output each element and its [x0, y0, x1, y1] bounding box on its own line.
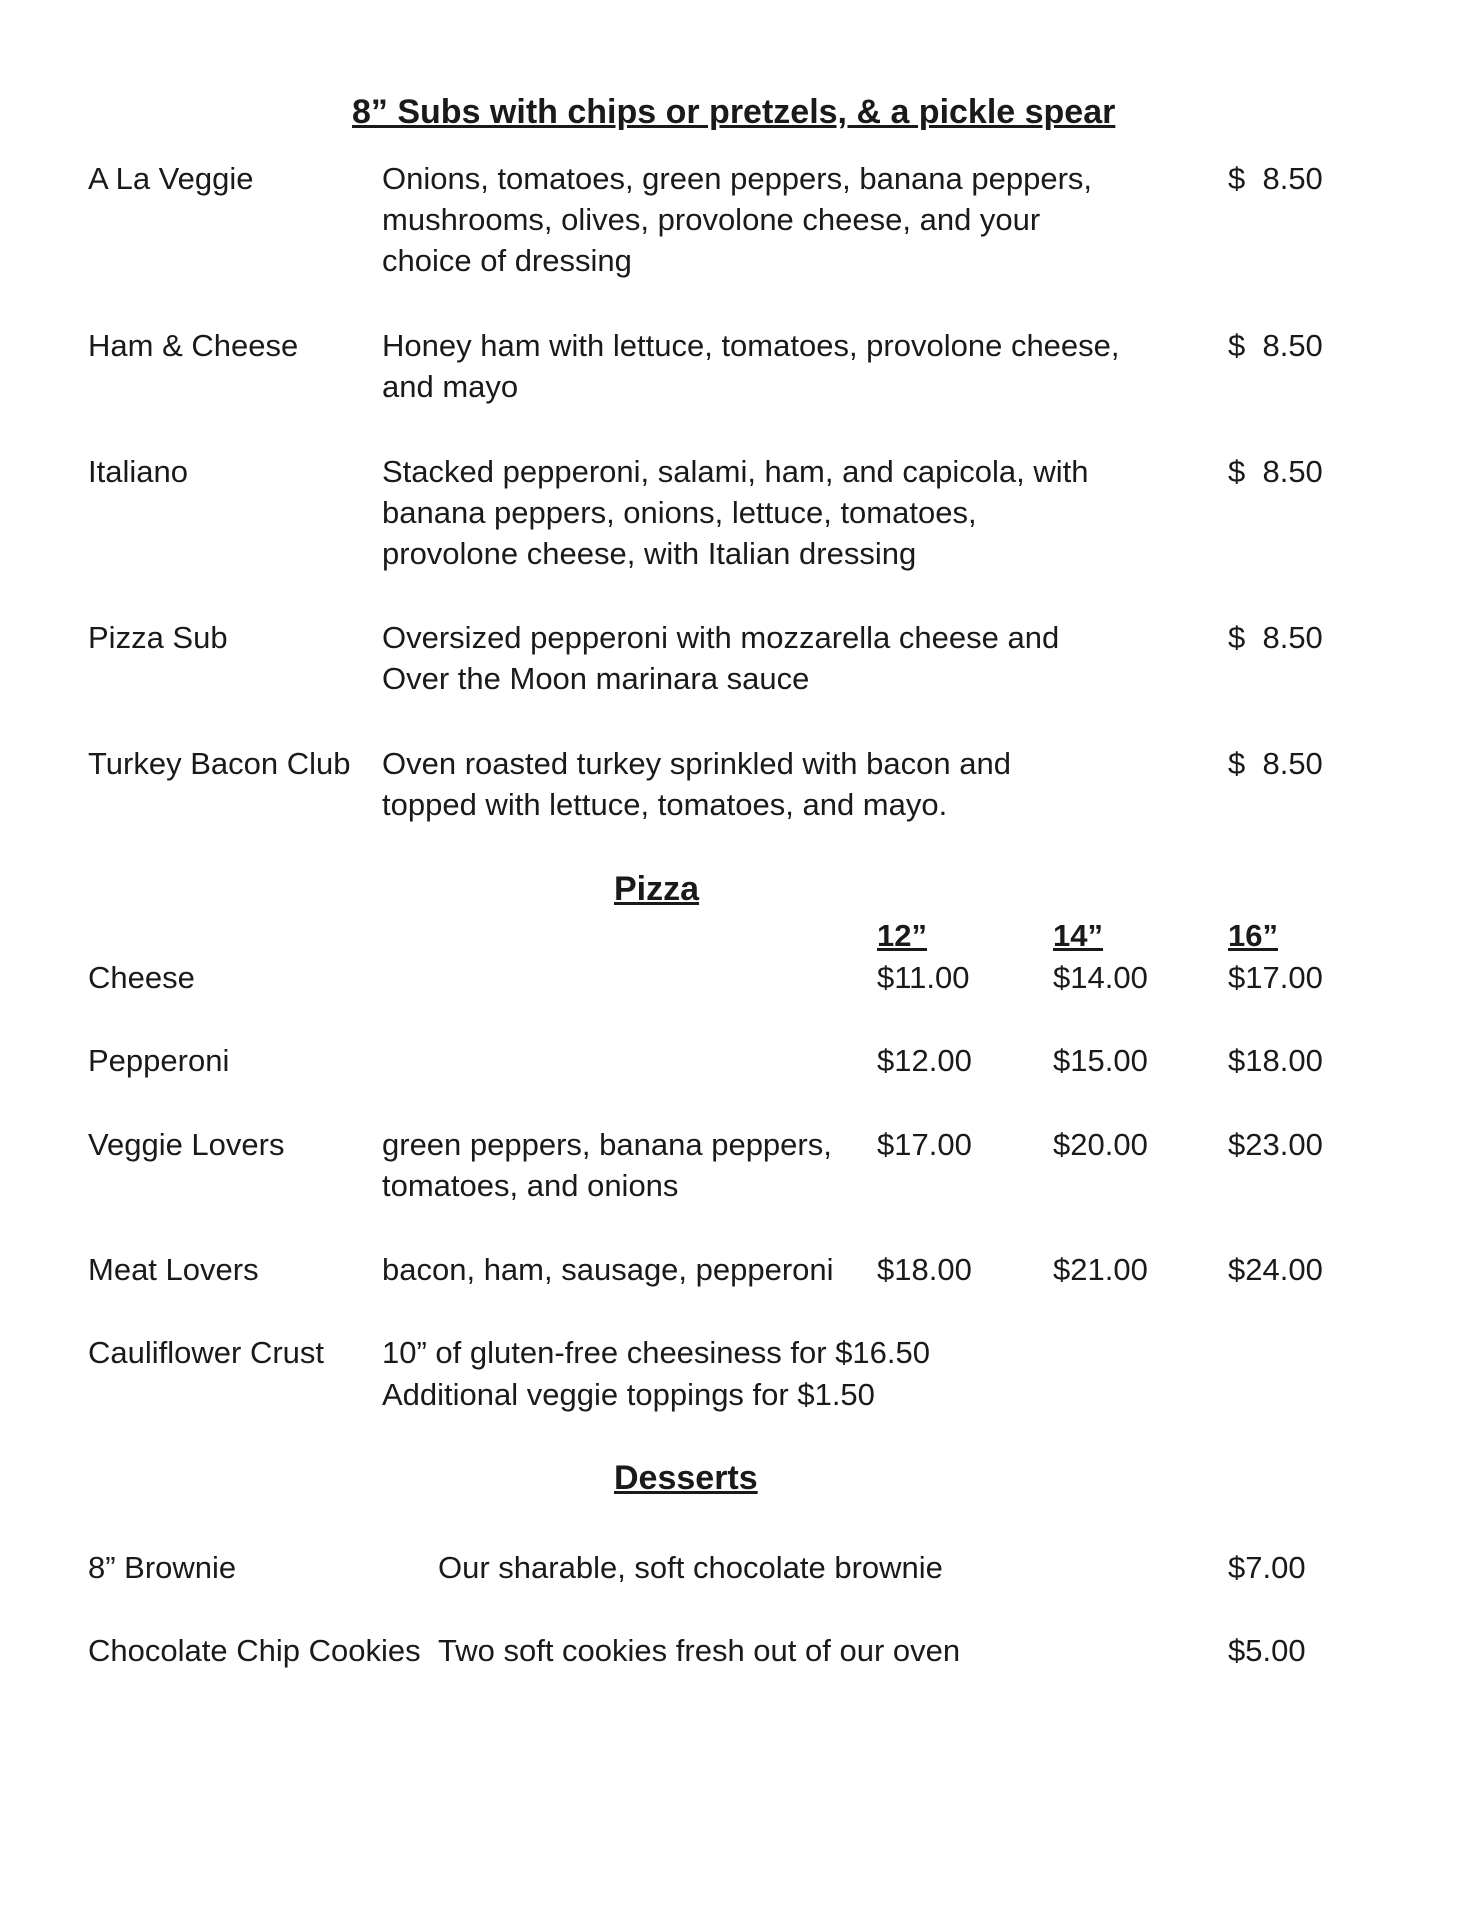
- sub-desc: Oversized pepperoni with mozzarella cheese and Over the Moon marinara sauce: [382, 620, 1060, 696]
- cauliflower-line-1: 10” of gluten-free cheesiness for $16.50: [382, 1335, 931, 1370]
- pizza-price-12: $11.00: [877, 960, 970, 995]
- pizza-price-14: $15.00: [1053, 1043, 1148, 1078]
- pizza-price-14: $21.00: [1053, 1252, 1148, 1287]
- sub-name: Pizza Sub: [88, 620, 228, 655]
- size-header-14: 14”: [1053, 918, 1103, 953]
- pizza-price-16: $24.00: [1228, 1252, 1323, 1287]
- pizza-price-12: $12.00: [877, 1043, 972, 1078]
- sub-price: $ 8.50: [1228, 454, 1323, 489]
- sub-desc: Honey ham with lettuce, tomatoes, provolone cheese, and mayo: [382, 328, 1120, 404]
- size-header-12: 12”: [877, 918, 927, 953]
- sub-price: $ 8.50: [1228, 620, 1323, 655]
- dessert-desc: Our sharable, soft chocolate brownie: [438, 1550, 943, 1585]
- dessert-price: $7.00: [1228, 1550, 1306, 1585]
- pizza-price-16: $17.00: [1228, 960, 1323, 995]
- dessert-desc: Two soft cookies fresh out of our oven: [438, 1633, 961, 1668]
- dessert-price: $5.00: [1228, 1633, 1306, 1668]
- pizza-price-16: $18.00: [1228, 1043, 1323, 1078]
- sub-desc: Stacked pepperoni, salami, ham, and capicola, with banana peppers, onions, lettuce, tomatoes, provolone cheese, with Italian dressing: [382, 454, 1089, 571]
- cauliflower-line-2: Additional veggie toppings for $1.50: [382, 1377, 875, 1412]
- pizza-desc: bacon, ham, sausage, pepperoni: [382, 1252, 834, 1287]
- pizza-name: Cheese: [88, 960, 195, 995]
- sub-name: Ham & Cheese: [88, 328, 299, 363]
- pizza-price-14: $20.00: [1053, 1127, 1148, 1162]
- sub-desc: Oven roasted turkey sprinkled with bacon and topped with lettuce, tomatoes, and mayo.: [382, 746, 1011, 822]
- dessert-name: 8” Brownie: [88, 1550, 237, 1585]
- pizza-heading: Pizza: [614, 870, 700, 908]
- pizza-name: Veggie Lovers: [88, 1127, 285, 1162]
- sub-name: A La Veggie: [88, 161, 254, 196]
- pizza-price-12: $17.00: [877, 1127, 972, 1162]
- sub-price: $ 8.50: [1228, 328, 1323, 363]
- dessert-name: Chocolate Chip Cookies: [88, 1633, 421, 1668]
- subs-heading: 8” Subs with chips or pretzels, & a pickle spear: [352, 93, 1116, 131]
- pizza-desc: green peppers, banana peppers, tomatoes, and onions: [382, 1127, 832, 1203]
- pizza-name: Pepperoni: [88, 1043, 230, 1078]
- pizza-name: Meat Lovers: [88, 1252, 259, 1287]
- sub-price: $ 8.50: [1228, 161, 1323, 196]
- sub-price: $ 8.50: [1228, 746, 1323, 781]
- sub-desc: Onions, tomatoes, green peppers, banana peppers, mushrooms, olives, provolone cheese, and your choice of dressing: [382, 161, 1093, 278]
- sub-name: Italiano: [88, 454, 188, 489]
- cauliflower-name: Cauliflower Crust: [88, 1335, 325, 1370]
- pizza-price-14: $14.00: [1053, 960, 1148, 995]
- desserts-heading: Desserts: [614, 1459, 758, 1497]
- pizza-price-16: $23.00: [1228, 1127, 1323, 1162]
- size-header-16: 16”: [1228, 918, 1278, 953]
- pizza-price-12: $18.00: [877, 1252, 972, 1287]
- sub-name: Turkey Bacon Club: [88, 746, 351, 781]
